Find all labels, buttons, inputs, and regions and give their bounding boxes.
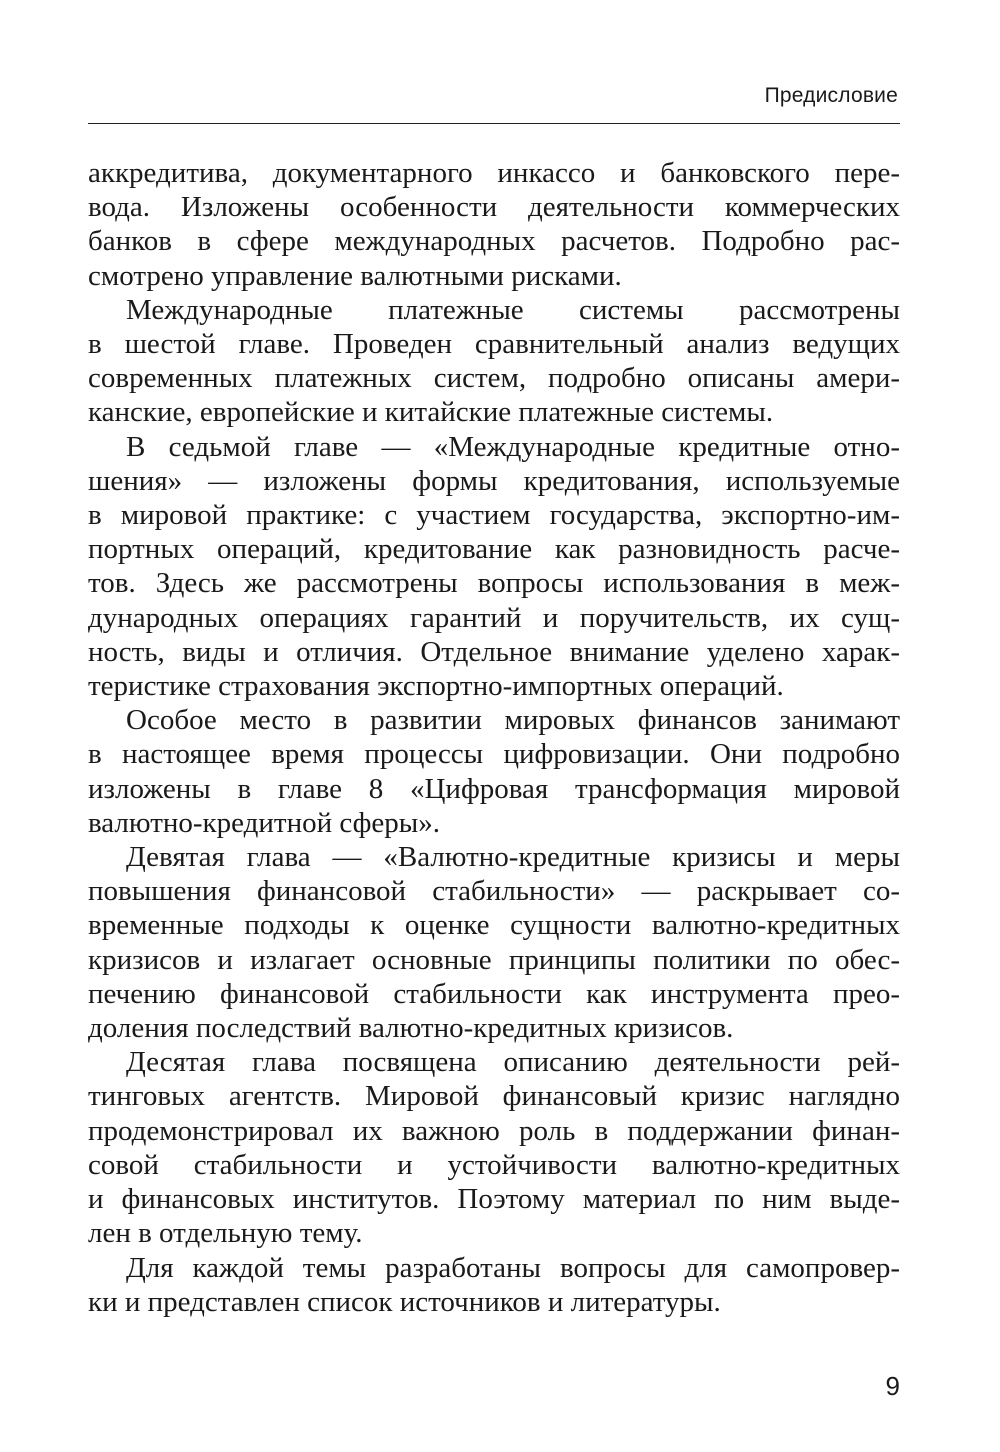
text-line: продемонстрировал их важною роль в поддержании финан-	[88, 1114, 900, 1147]
text-line: банков в сфере международных расчетов. Подробно рас-	[88, 225, 900, 258]
text-line: аккредитива, документарного инкассо и банковского пере-	[88, 157, 900, 189]
text-line: смотрено управление валютными рисками.	[88, 259, 622, 292]
paragraph-7	[88, 1251, 900, 1319]
page-number: 9	[885, 1371, 900, 1401]
text-line: современных платежных систем, подробно описаны амери-	[88, 362, 900, 395]
text-line: кризисов и излагает основные принципы политики по обес-	[88, 943, 900, 976]
text-line: Десятая глава посвящена описанию деятельности рей-	[126, 1046, 900, 1079]
text-line: и финансовых институтов. Поэтому материал по ним выде-	[88, 1183, 900, 1216]
text-line: шения» — изложены формы кредитования, используемые	[88, 464, 900, 497]
text-line: В седьмой главе — «Международные кредитные отно-	[126, 430, 900, 463]
text-line: дународных операциях гарантий и поручительств, их сущ-	[88, 601, 900, 634]
text-line: ность, виды и отличия. Отдельное внимание уделено харак-	[88, 635, 900, 668]
text-line: вода. Изложены особенности деятельности коммерческих	[88, 191, 900, 224]
paragraph-2	[88, 293, 900, 430]
text-line: портных операций, кредитование как разновидность расче-	[88, 533, 900, 566]
text-line: валютно-кредитной сферы».	[88, 806, 440, 839]
text-line: повышения финансовой стабильности» — раскрывает со-	[88, 875, 900, 908]
text-line: временные подходы к оценке сущности валютно-кредитных	[88, 909, 900, 942]
text-line: Девятая глава — «Валютно-кредитные кризисы и меры	[126, 841, 900, 874]
text-line: в шестой главе. Проведен сравнительный анализ ведущих	[88, 328, 900, 361]
text-line: тинговых агентств. Мировой финансовый кризис наглядно	[88, 1080, 900, 1113]
text-line: Международные платежные системы рассмотрены	[126, 293, 900, 326]
header-rule	[88, 123, 900, 124]
text-line: ки и представлен список источников и литературы.	[88, 1285, 721, 1318]
text-line: канские, европейские и китайские платежные системы.	[88, 396, 774, 429]
text-line: тов. Здесь же рассмотрены вопросы использования в меж-	[88, 567, 900, 600]
paragraph-6	[88, 1045, 900, 1250]
text-line: Особое место в развитии мировых финансов занимают	[126, 704, 900, 737]
text-line: в настоящее время процессы цифровизации. Они подробно	[88, 738, 900, 771]
text-line: теристике страхования экспортно-импортных операций.	[88, 670, 784, 703]
running-head-title: Предисловие	[764, 84, 898, 107]
text-line: печению финансовой стабильности как инструмента прео-	[88, 977, 900, 1010]
text-line: в мировой практике: с участием государства, экспортно-им-	[88, 499, 900, 532]
body-text	[88, 156, 900, 1319]
paragraph-4	[88, 703, 900, 840]
paragraph-5	[88, 840, 900, 1045]
paragraph-3	[88, 430, 900, 704]
text-line: изложены в главе 8 «Цифровая трансформация мировой	[88, 772, 900, 805]
text-line: Для каждой темы разработаны вопросы для самопровер-	[126, 1251, 900, 1284]
text-line: совой стабильности и устойчивости валютно-кредитных	[88, 1148, 900, 1181]
paragraph-1	[88, 156, 900, 293]
text-line: лен в отдельную тему.	[88, 1217, 363, 1250]
text-line: доления последствий валютно-кредитных кризисов.	[88, 1012, 734, 1045]
